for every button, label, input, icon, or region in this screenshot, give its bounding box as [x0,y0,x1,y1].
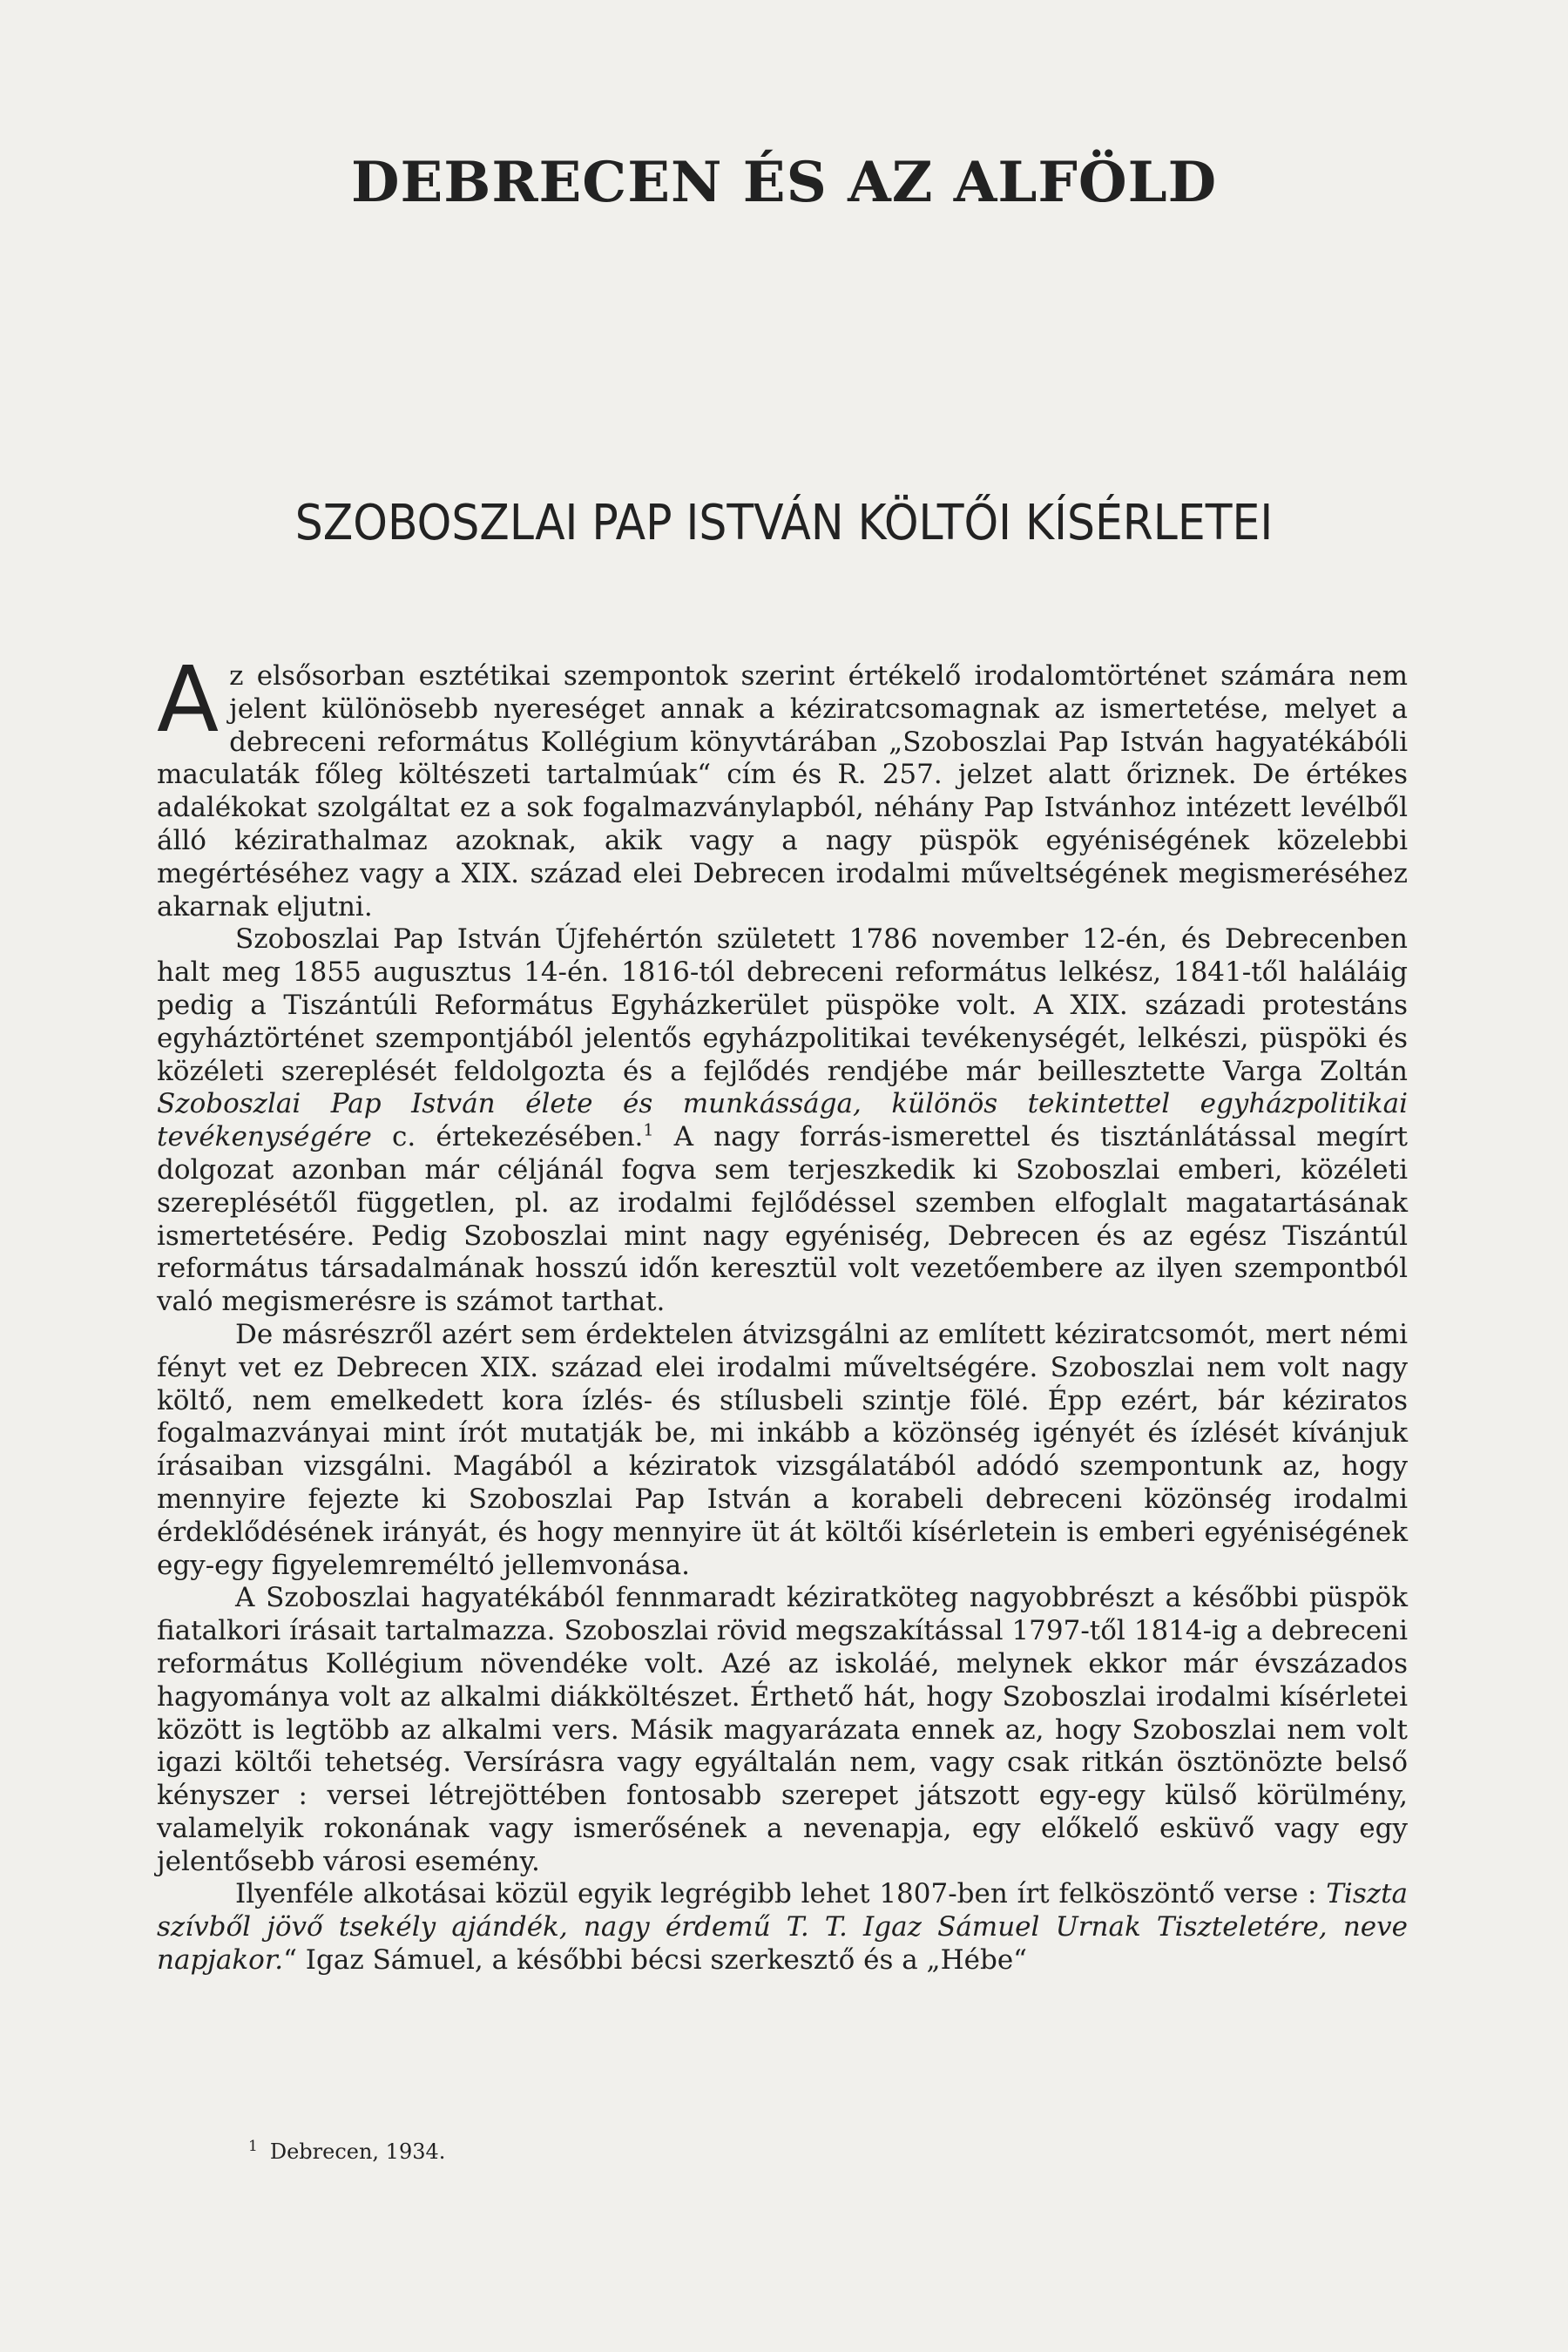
drop-cap: A [157,646,220,753]
paragraph-2-text-b: c. értekezésében. [392,1121,644,1153]
paragraph-2-text-c: A nagy forrás-ismerettel és tisztánlátással megírt dolgozat azonban már céljánál fogva sem terjeszkedik ki Szoboszlai emberi, közéleti szereplésétől független, pl. az irodalmi fejlődéssel szemben elfoglalt magatartásának ismertetésére. Pedig Szoboszlai mint nagy egyéniség, Debrecen és az egész Tiszántúl református társadalmának hosszú időn keresztül volt vezetőembere az ilyen szempontból való megismerésre is számot tarthat. [157,1121,1409,1318]
paragraph-5-text-b: “ Igaz Sámuel, a későbbi bécsi szerkesztő és a „Hébe“ [283,1944,1028,1977]
cited-work-title: Szoboszlai Pap István élete és munkássága, különös tekintettel egyházpolitikai tevékenységére [157,1088,1408,1153]
footnote-text: Debrecen, 1934. [269,2139,446,2164]
paragraph-5-text-a: Ilyenféle alkotásai közül egyik legrégibb lehet 1807-ben írt felköszöntő verse : [235,1878,1317,1910]
paragraph-4-text: A Szoboszlai hagyatékából fennmaradt kéziratköteg nagyobbrészt a későbbi püspök fiatalkori írásait tartalmazza. Szoboszlai rövid megszakítással 1797-től 1814-ig a debreceni református Kollégium növendéke volt. Azé az iskoláé, melynek ekkor már évszázados hagyománya volt az alkalmi diákköltészet. Érthető hát, hogy Szoboszlai irodalmi kísérletei között is legtöbb az alkalmi vers. Másik magyarázata ennek az, hogy Szoboszlai nem volt igazi költői tehetség. Versírásra vagy egyáltalán nem, vagy csak ritkán ösztönözte belső kényszer : versei létrejöttében fontosabb szerepet játszott egy-egy külső körülmény, valamelyik rokonának vagy ismerősének a nevenapja, egy előkelő esküvő vagy egy jelentősebb városi esemény. [157,1582,1408,1877]
article-body [157,646,1409,1977]
poem-title: Tiszta szívből jövő tsekély ajándék, nagy érdemű T. T. Igaz Sámuel Urnak Tiszteletére, neve napjakor. [157,1878,1409,1977]
section-title: DEBRECEN ÉS AZ ALFÖLD [350,150,1218,215]
paragraph-3-text: De másrészről azért sem érdektelen átvizsgálni az említett kéziratcsomót, mert némi fényt vet ez Debrecen XIX. század elei irodalmi műveltségére. Szoboszlai nem volt nagy költő, nem emelkedett kora ízlés- és stílusbeli szintje fölé. Épp ezért, bár kéziratos fogalmazványai mint írót mutatják be, mi inkább a közönség igényét és ízlését kívánjuk írásaiban vizsgálni. Magából a kéziratok vizsgálatából adódó szempontunk az, hogy mennyire fejezte ki Szoboszlai Pap István a korabeli debreceni közönség irodalmi érdeklődésének irányát, és hogy mennyire üt át költői kísérletein is emberi egyéniségének egy-egy figyelemreméltó jellemvonása. [157,1318,1408,1581]
footnote [248,2138,445,2164]
paragraph-2 [157,923,1408,1319]
paragraph-1 [157,646,1408,923]
paragraph-4 [157,1582,1408,1878]
footnote-number: 1 [248,2138,258,2155]
paragraph-3 [157,1319,1408,1582]
footnote-reference: 1 [643,1120,654,1140]
paragraph-2-text-a: Szoboszlai Pap István Újfehértón született 1786 november 12-én, és Debrecenben halt meg 1855 augusztus 14-én. 1816-tól debreceni református lelkész, 1841-től haláláig pedig a Tiszántúli Református Egyházkerület püspöke volt. A XIX. századi protestáns egyháztörténet szempontjából jelentős egyházpolitikai tevékenységét, lelkészi, püspöki és közéleti szereplését feldolgozta és a fejlődés rendjébe már beillesztette Varga Zoltán [157,923,1408,1087]
paragraph-1-text: z elsősorban esztétikai szempontok szerint értékelő irodalomtörténet számára nem jelent különösebb nyereséget annak a kéziratcsomagnak az ismertetése, melyet a debreceni református Kollégium könyvtárában „Szoboszlai Pap István hagyatékábóli maculaták főleg költészeti tartalmúak“ cím és R. 257. jelzet alatt őriznek. De értékes adalékokat szolgáltat ez a sok fogalmazványlapból, néhány Pap Istvánhoz intézett levélből álló kézirathalmaz azoknak, akik vagy a nagy püspök egyéniségének közelebbi megértéséhez vagy a XIX. század elei Debrecen irodalmi műveltségének megismeréséhez akarnak eljutni. [157,660,1408,923]
article-title: SZOBOSZLAI PAP ISTVÁN KÖLTŐI KÍSÉRLETEI [294,495,1274,551]
paragraph-5 [157,1878,1408,1977]
